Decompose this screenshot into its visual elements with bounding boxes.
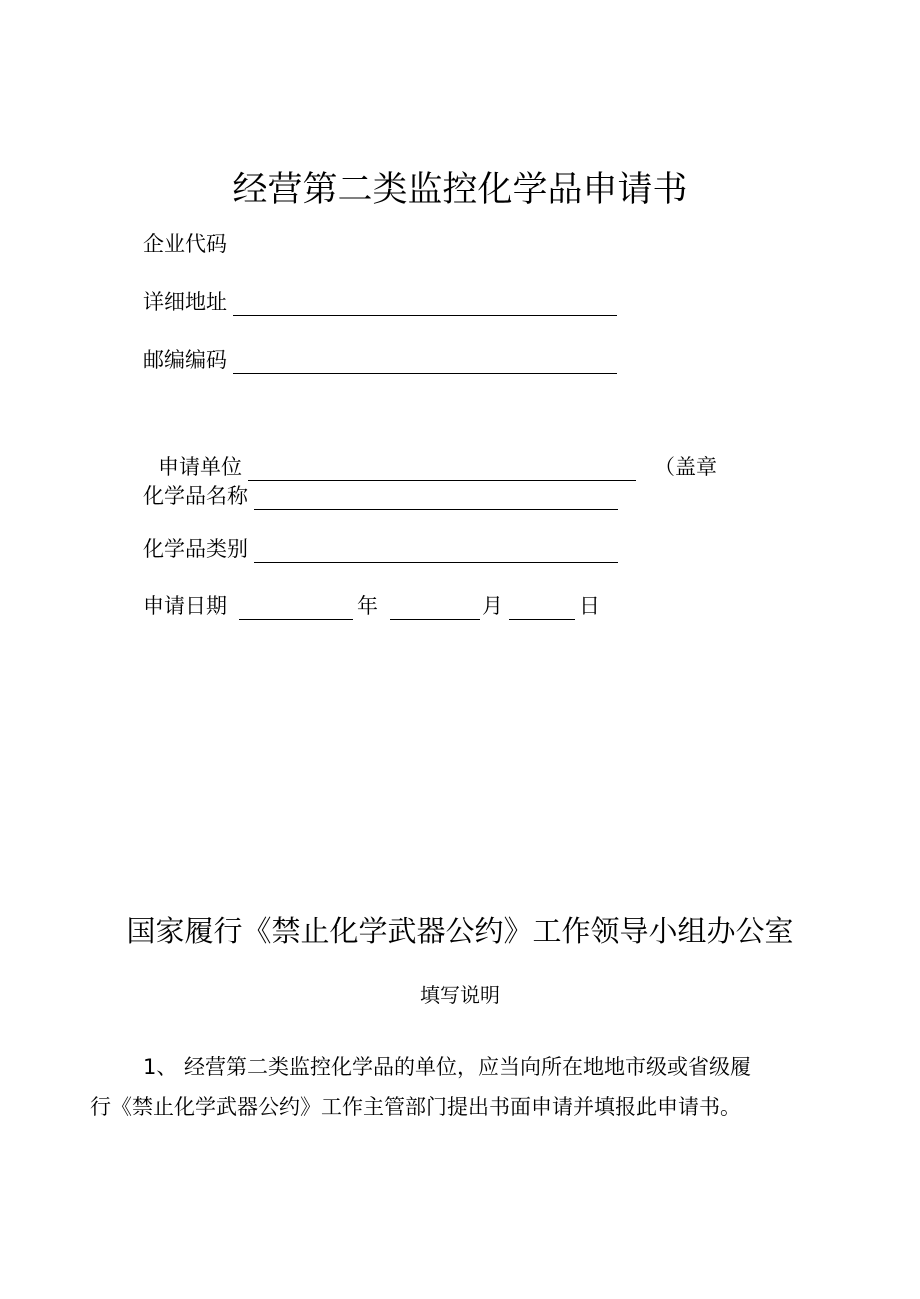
document-title: 经营第二类监控化学品申请书: [232, 170, 688, 210]
instructions-heading: 填写说明: [420, 983, 500, 1007]
applicant-row: [158, 453, 717, 481]
instruction-item-1-line-1: 1、 经营第二类监控化学品的单位，应当向所在地地市级或省级履: [143, 1055, 752, 1079]
applicant-field[interactable]: [248, 458, 636, 481]
chemical-name-row: [143, 482, 618, 510]
seal-note: （盖章: [654, 455, 717, 479]
enterprise-code-row: [143, 230, 227, 258]
chemical-category-field[interactable]: [254, 540, 618, 563]
address-row: [143, 288, 617, 316]
chemical-category-row: [143, 535, 618, 563]
apply-date-row: [143, 592, 600, 620]
apply-date-label: 申请日期: [143, 594, 227, 618]
month-label: 月: [482, 594, 503, 618]
issuing-organization: 国家履行《禁止化学武器公约》工作领导小组办公室: [126, 914, 794, 948]
month-field[interactable]: [390, 597, 480, 620]
address-label: 详细地址: [143, 290, 227, 314]
day-field[interactable]: [509, 597, 575, 620]
postal-code-label: 邮编编码: [143, 348, 227, 372]
postal-code-row: [143, 346, 617, 374]
year-label: 年: [357, 594, 378, 618]
applicant-label: 申请单位: [158, 455, 242, 479]
year-field[interactable]: [239, 597, 353, 620]
chemical-name-field[interactable]: [254, 487, 618, 510]
postal-code-field[interactable]: [233, 351, 617, 374]
day-label: 日: [579, 594, 600, 618]
chemical-name-label: 化学品名称: [143, 484, 248, 508]
chemical-category-label: 化学品类别: [143, 537, 248, 561]
instruction-item-1-line-2: 行《禁止化学武器公约》工作主管部门提出书面申请并填报此申请书。: [90, 1095, 741, 1119]
address-field[interactable]: [233, 293, 617, 316]
enterprise-code-label: 企业代码: [143, 232, 227, 256]
